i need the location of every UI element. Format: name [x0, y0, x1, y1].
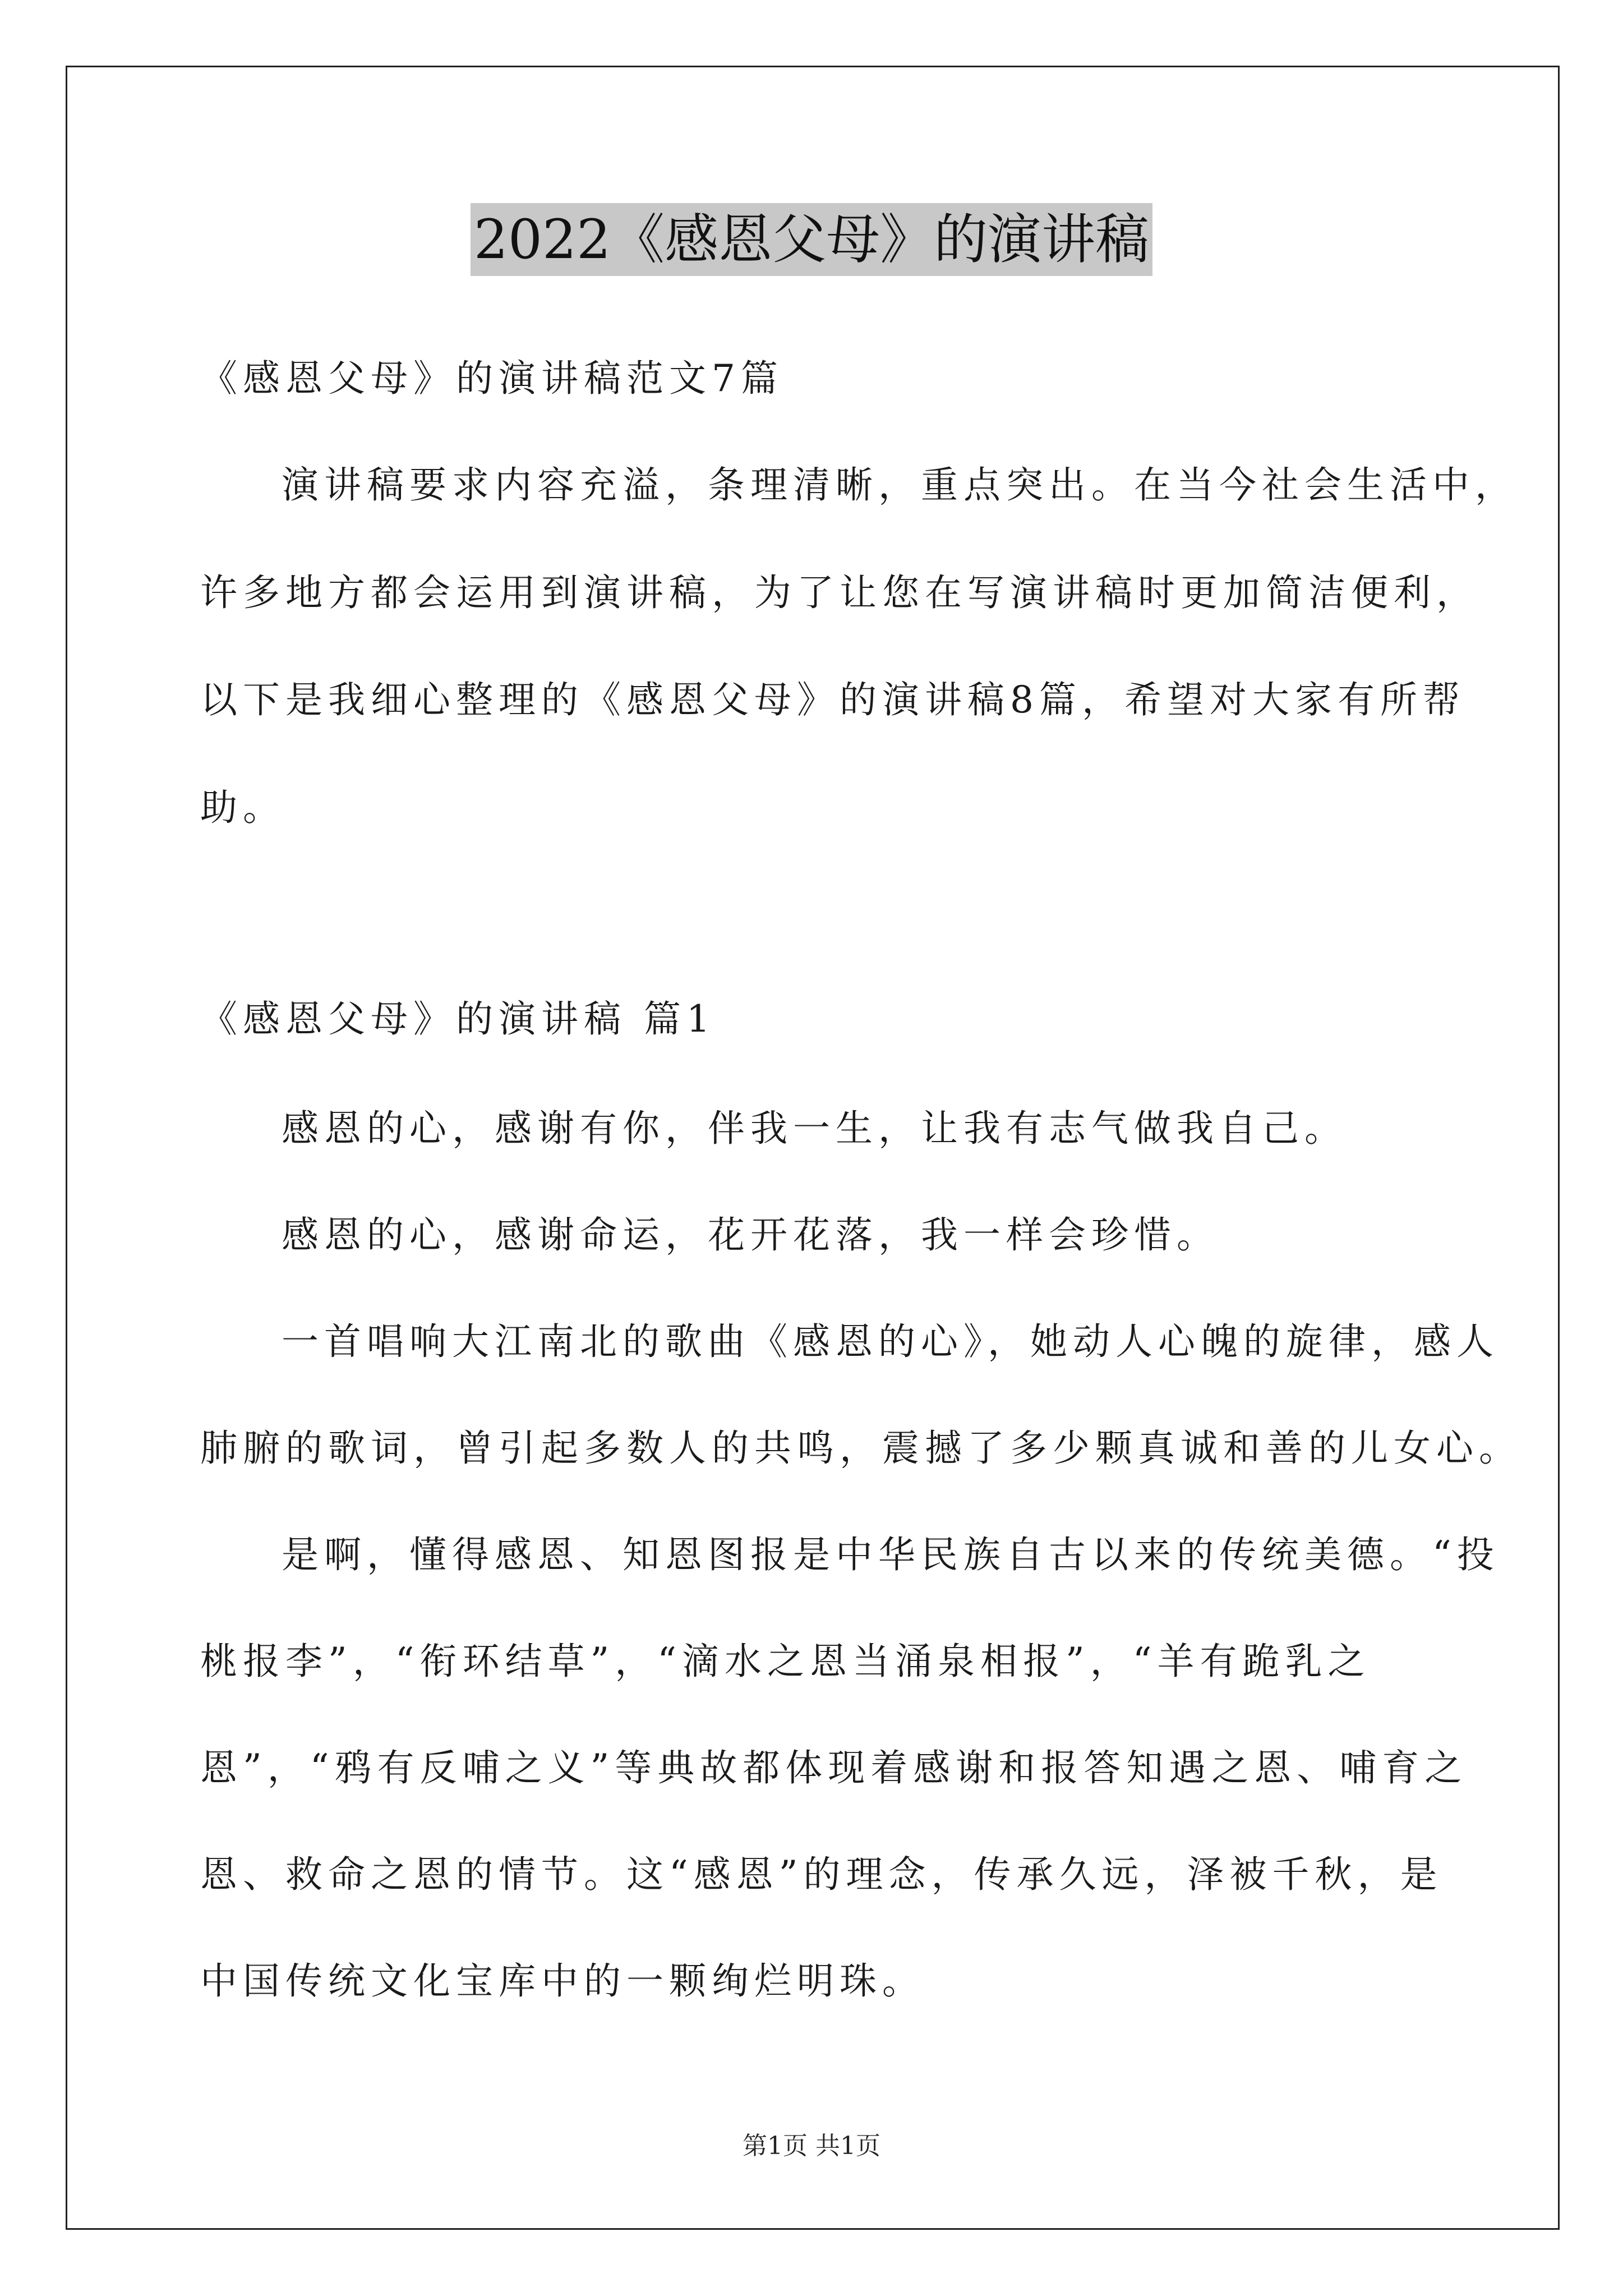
intro-line: 以下是我细心整理的《感恩父母》的演讲稿8篇，希望对大家有所帮: [200, 678, 1465, 721]
body-line: 肺腑的歌词，曾引起多数人的共鸣，震撼了多少颗真诚和善的儿女心。: [200, 1427, 1521, 1470]
title-container: [0, 203, 1623, 276]
body-line: 感恩的心，感谢有你，伴我一生，让我有志气做我自己。: [282, 1107, 1347, 1150]
subtitle: 《感恩父母》的演讲稿范文7篇: [200, 357, 783, 400]
page-number-footer: 第1页 共1页: [743, 2132, 880, 2160]
section-heading: 《感恩父母》的演讲稿 篇1: [200, 997, 716, 1041]
body-line: 恩”，“鸦有反哺之义”等典故都体现着感谢和报答知遇之恩、哺育之: [200, 1746, 1468, 1789]
body-line: 一首唱响大江南北的歌曲《感恩的心》，她动人心魄的旋律，感人: [282, 1320, 1499, 1363]
body-line: 是啊，懂得感恩、知恩图报是中华民族自古以来的传统美德。“投: [282, 1533, 1500, 1576]
body-line: 桃报李”，“衔环结草”，“滴水之恩当涌泉相报”，“羊有跪乳之: [200, 1640, 1371, 1683]
body-line: 恩、救命之恩的情节。这“感恩”的理念，传承久远，泽被千秋，是: [200, 1853, 1443, 1896]
intro-line: 许多地方都会运用到演讲稿，为了让您在写演讲稿时更加简洁便利，: [200, 571, 1479, 614]
document-title: 2022《感恩父母》的演讲稿: [471, 203, 1152, 276]
intro-line: 助。: [200, 786, 285, 829]
body-line: 中国传统文化宝库中的一颗绚烂明珠。: [200, 1959, 925, 2003]
intro-line: 演讲稿要求内容充溢，条理清晰，重点突出。在当今社会生活中，: [282, 463, 1518, 507]
body-line: 感恩的心，感谢命运，花开花落，我一样会珍惜。: [282, 1213, 1219, 1257]
